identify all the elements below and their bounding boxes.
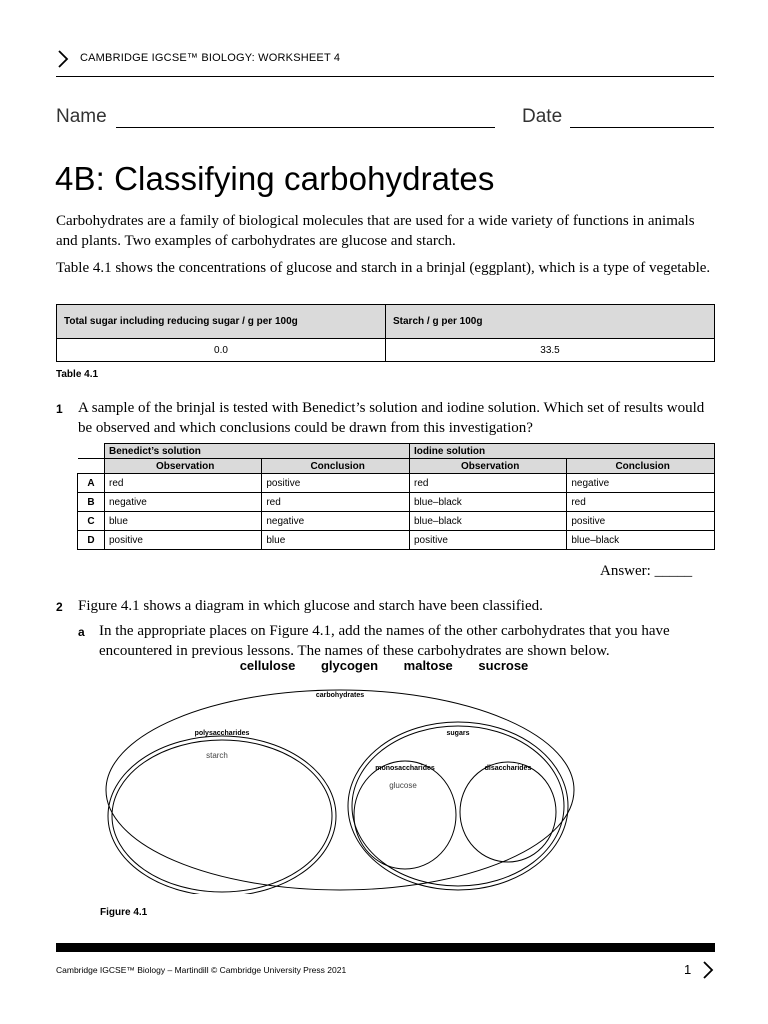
polysaccharides-label: polysaccharides (194, 730, 250, 737)
question-1-number: 1 (56, 402, 63, 416)
table-cell: red (567, 493, 715, 512)
glucose-label: glucose (389, 781, 417, 790)
table-value-sugar: 0.0 (57, 339, 386, 362)
sugars-ellipse-outer (348, 722, 568, 890)
table-intro-paragraph: Table 4.1 shows the concentrations of glucose and starch in a brinjal (eggplant), which is a type of vegetable. (56, 260, 711, 276)
table-row[interactable] (78, 474, 715, 493)
concentration-table (56, 304, 715, 362)
table-cell: blue–black (567, 531, 715, 550)
page-number: 1 (684, 962, 692, 977)
worksheet-header: CAMBRIDGE IGCSE™ BIOLOGY: WORKSHEET 4 (80, 52, 341, 64)
table-cell: red (409, 474, 566, 493)
disaccharides-ellipse (460, 762, 556, 862)
carb-word-maltose: maltose (403, 658, 453, 673)
option-letter: C (78, 512, 105, 531)
name-label: Name (56, 106, 107, 127)
table-cell: blue–black (409, 512, 566, 531)
date-field[interactable] (570, 127, 714, 128)
option-letter: B (78, 493, 105, 512)
carb-word-sucrose: sucrose (478, 658, 529, 673)
question-1-text: A sample of the brinjal is tested with Benedict’s solution and iodine solution. Which set of results would be observed and which conclusions could be drawn from this investigation? (78, 400, 705, 436)
date-label: Date (522, 106, 563, 127)
table-cell: red (105, 474, 262, 493)
answer-field[interactable]: Answer: _____ (600, 563, 693, 579)
table-cell: negative (105, 493, 262, 512)
table-caption: Table 4.1 (56, 369, 99, 380)
group-header-iodine: Iodine solution (409, 444, 714, 459)
footer-bar (56, 943, 715, 952)
next-page-chevron-icon[interactable] (701, 961, 717, 979)
polysaccharides-ellipse-inner (112, 740, 332, 892)
intro-paragraph: Carbohydrates are a family of biological molecules that are used for a wide variety of functions in animals and plants. Two examples of carbohydrates are glucose and starch. (56, 213, 695, 249)
table-cell: positive (105, 531, 262, 550)
carb-word-glycogen: glycogen (320, 658, 379, 673)
carbohydrate-word-list (0, 658, 768, 673)
table-cell: positive (567, 512, 715, 531)
results-table (77, 443, 715, 550)
option-letter: A (78, 474, 105, 493)
table-cell: positive (409, 531, 566, 550)
table-cell: positive (262, 474, 410, 493)
question-2-text: Figure 4.1 shows a diagram in which glucose and starch have been classified. (78, 598, 543, 614)
table-header-sugar: Total sugar including reducing sugar / g per 100g (57, 305, 386, 339)
footer-copyright: Cambridge IGCSE™ Biology – Martindill © Cambridge University Press 2021 (56, 965, 347, 975)
table-cell: blue (262, 531, 410, 550)
table-header-starch: Starch / g per 100g (386, 305, 715, 339)
table-value-starch: 33.5 (386, 339, 715, 362)
table-corner (78, 459, 105, 474)
table-cell: negative (262, 512, 410, 531)
sugars-ellipse-inner (352, 726, 564, 886)
disaccharides-label: disaccharides (484, 765, 532, 772)
table-cell: negative (567, 474, 715, 493)
table-cell: blue–black (409, 493, 566, 512)
name-field[interactable] (116, 127, 495, 128)
question-2-number: 2 (56, 600, 63, 614)
figure-caption: Figure 4.1 (100, 907, 148, 918)
carbohydrates-ellipse (106, 690, 574, 890)
subheader-observation: Observation (409, 459, 566, 474)
monosaccharides-label: monosaccharides (375, 765, 435, 772)
table-corner (78, 444, 105, 459)
page-title: 4B: Classifying carbohydrates (55, 160, 495, 197)
classification-diagram (100, 684, 580, 894)
carb-word-cellulose: cellulose (239, 658, 296, 673)
option-letter: D (78, 531, 105, 550)
table-row[interactable] (78, 493, 715, 512)
subheader-conclusion: Conclusion (567, 459, 715, 474)
subheader-conclusion: Conclusion (262, 459, 410, 474)
starch-label: starch (206, 751, 228, 760)
carbohydrates-label: carbohydrates (315, 692, 365, 699)
sugars-label: sugars (446, 730, 470, 737)
question-2a-text: In the appropriate places on Figure 4.1, add the names of the other carbohydrates that you have encountered in previous lessons. The names of these carbohydrates are shown below. (99, 623, 670, 659)
table-row[interactable] (78, 531, 715, 550)
table-cell: red (262, 493, 410, 512)
chevron-right-icon (56, 50, 72, 68)
header-rule (56, 76, 714, 77)
table-cell: blue (105, 512, 262, 531)
table-row[interactable] (78, 512, 715, 531)
monosaccharides-ellipse (354, 761, 456, 869)
question-2a-letter: a (78, 625, 85, 639)
group-header-benedicts: Benedict’s solution (105, 444, 410, 459)
subheader-observation: Observation (105, 459, 262, 474)
